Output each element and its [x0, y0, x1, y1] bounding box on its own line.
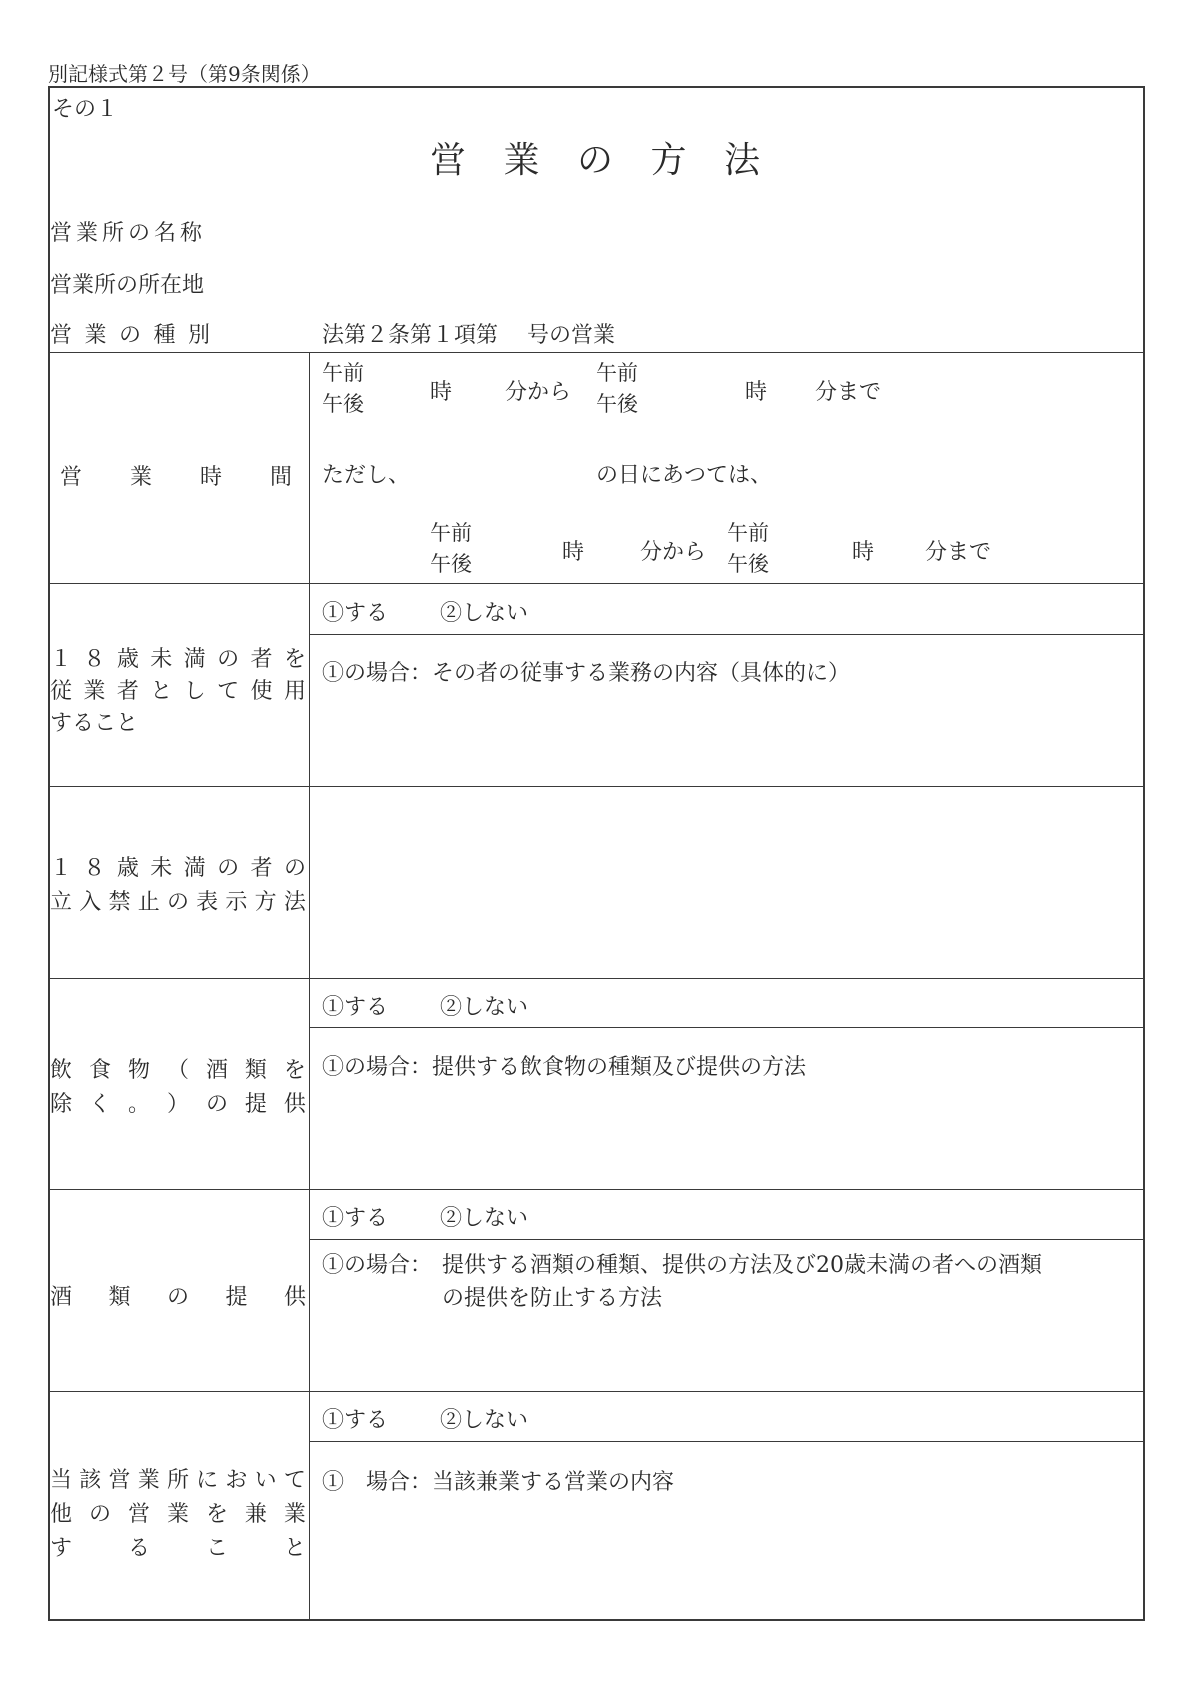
column-divider: [309, 352, 310, 1620]
divider: [48, 786, 1145, 787]
end-until: 分まで: [815, 380, 882, 405]
side-business-yes: ①する: [322, 1408, 389, 1433]
divider: [310, 1239, 1145, 1240]
part-label: その１: [52, 97, 119, 122]
start-hour-unit: 時: [430, 380, 453, 405]
food-label: 飲 食 物 （ 酒 類 を 除 く 。 ） の 提 供: [50, 1058, 306, 1117]
divider: [48, 978, 1145, 979]
minors-employment-label: １ ８ 歳 未 満 の 者 を 従 業 者 と し て 使 用 すること: [50, 647, 306, 736]
business-type-value: 法第２条第１項第 号の営業: [322, 323, 615, 348]
alcohol-yes: ①する: [322, 1206, 389, 1231]
business-address-label: 営業所の所在地: [50, 273, 205, 298]
side-business-case-text: ① 場合：当該兼業する営業の内容: [322, 1470, 675, 1495]
page-title: 営 業 の 方 法: [430, 140, 760, 181]
hours-label: 営 業 時 間: [60, 465, 292, 490]
food-no: ②しない: [440, 995, 529, 1020]
exception-start-hour-unit: 時: [562, 540, 585, 565]
business-name-label: 営業所の名称: [50, 221, 207, 246]
exception-end-ampm: 午前 午後: [727, 521, 769, 576]
divider: [48, 352, 1145, 353]
alcohol-case-line2: の提供を防止する方法: [442, 1286, 663, 1311]
divider: [310, 1027, 1145, 1028]
exception-prefix: ただし、: [322, 463, 411, 488]
alcohol-no: ②しない: [440, 1206, 529, 1231]
form-id: 別記様式第２号（第9条関係）: [48, 62, 321, 86]
alcohol-case-prefix: ①の場合：: [322, 1253, 433, 1278]
divider: [310, 1441, 1145, 1442]
exception-end-until: 分まで: [925, 540, 992, 565]
business-type-label: 営 業 の 種 別: [50, 323, 210, 348]
side-business-no: ②しない: [440, 1408, 529, 1433]
divider: [48, 1189, 1145, 1190]
minors-employment-case-text: ①の場合：その者の従事する業務の内容（具体的に）: [322, 661, 851, 686]
start-ampm: 午前 午後: [322, 361, 364, 416]
minors-employment-no: ②しない: [440, 601, 529, 626]
exception-suffix: の日にあつては、: [596, 463, 773, 488]
food-case-text: ①の場合：提供する飲食物の種類及び提供の方法: [322, 1055, 807, 1080]
exception-start-from: 分から: [640, 540, 707, 565]
alcohol-case-line1: 提供する酒類の種類、提供の方法及び20歳未満の者への酒類: [442, 1253, 1042, 1278]
divider: [48, 583, 1145, 584]
exception-end-hour-unit: 時: [852, 540, 875, 565]
minors-entry-label: １ ８ 歳 未 満 の 者 の 立 入 禁 止 の 表 示 方 法: [50, 856, 306, 915]
food-yes: ①する: [322, 995, 389, 1020]
alcohol-label: 酒 類 の 提 供: [50, 1285, 306, 1310]
end-ampm: 午前 午後: [596, 361, 638, 416]
minors-employment-yes: ①する: [322, 601, 389, 626]
divider: [48, 1391, 1145, 1392]
exception-start-ampm: 午前 午後: [430, 521, 472, 576]
side-business-label: 当 該 営 業 所 に お い て 他 の 営 業 を 兼 業 す る こ と: [50, 1468, 306, 1561]
start-from: 分から: [505, 380, 572, 405]
end-hour-unit: 時: [745, 380, 768, 405]
divider: [310, 634, 1145, 635]
